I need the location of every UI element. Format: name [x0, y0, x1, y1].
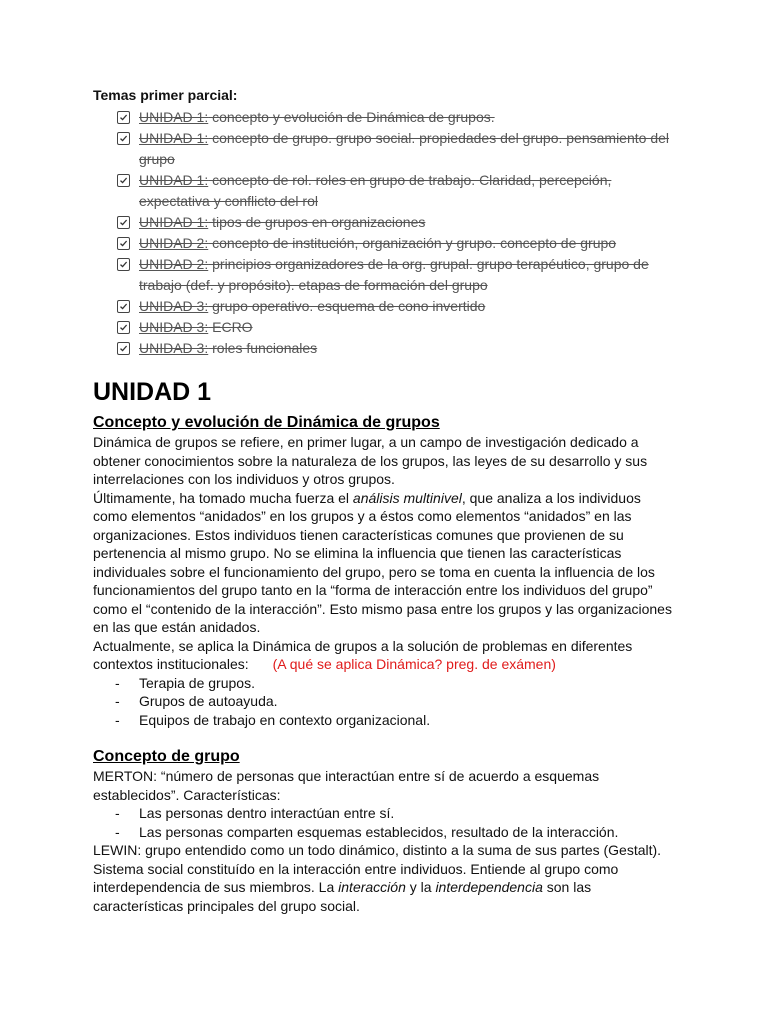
document-content	[93, 86, 678, 915]
checklist-item	[117, 296, 678, 317]
temas-title: Temas primer parcial:	[93, 87, 238, 103]
text-run: LEWIN: grupo entendido como un todo dinámico, distinto a la suma de sus partes (Gestalt). Sistema social constituído en la interacción entre individuos. Entiende al grupo como interdependencia de sus miembros. La	[93, 842, 662, 895]
checklist-item-topic: principios organizadores de la org. grupal. grupo terapéutico, grupo de trabajo (def. y propósito). etapas de formación del grupo	[139, 256, 649, 293]
checklist-item-topic: concepto de grupo. grupo social. propiedades del grupo. pensamiento del grupo	[139, 130, 669, 167]
emphasis-multinivel: análisis multinivel	[352, 489, 462, 506]
text-run: y la	[405, 879, 436, 895]
list-item: - Grupos de autoayuda.	[115, 692, 678, 711]
checklist-item-unit: UNIDAD 3:	[139, 319, 209, 335]
paragraph-dinamica-def: Dinámica de grupos se refiere, en primer lugar, a un campo de investigación dedicado a obtener conocimientos sobre la naturaleza de los grupos, las leyes de su desarrollo y sus interrelaciones con los individuos y otros grupos.	[93, 434, 648, 487]
checklist-item-topic: roles funcionales	[208, 340, 318, 356]
checklist-item-text	[139, 214, 425, 230]
list-item: - Las personas comparten esquemas establecidos, resultado de la interacción.	[115, 823, 678, 842]
checklist-item	[117, 107, 678, 128]
checklist-item-topic: grupo operativo. esquema de cono invertido	[208, 298, 486, 314]
text-run: Últimamente, ha tomado mucha fuerza el	[93, 489, 353, 506]
list-item: - Las personas dentro interactúan entre sí.	[115, 804, 678, 823]
section-title-grupo: Concepto de grupo	[93, 748, 240, 765]
checklist-item-text	[139, 256, 649, 293]
checkbox-checked-icon[interactable]	[117, 111, 130, 124]
checklist-item-unit: UNIDAD 3:	[139, 340, 209, 356]
checkbox-checked-icon[interactable]	[117, 342, 130, 355]
checklist-item-unit: UNIDAD 1:	[139, 214, 209, 230]
checklist-item-topic: ECRO	[208, 319, 253, 335]
checklist-item	[117, 233, 678, 254]
section-title-dinamica: Concepto y evolución de Dinámica de grupos	[93, 414, 440, 431]
paragraph-merton: MERTON: “número de personas que interactúan entre sí de acuerdo a esquemas establecidos”. Características:	[93, 768, 600, 803]
checkbox-checked-icon[interactable]	[117, 132, 130, 145]
unidad-1-heading: UNIDAD 1	[93, 378, 212, 406]
text-run: Actualmente, se aplica la Dinámica de grupos a la solución de problemas en diferentes contextos institucionales:	[93, 637, 633, 672]
paragraph-multinivel	[93, 489, 678, 637]
checkbox-checked-icon[interactable]	[117, 300, 130, 313]
checklist-item-text	[139, 319, 253, 335]
temas-checklist	[93, 107, 678, 359]
checklist-item-text	[139, 130, 669, 167]
checklist-item-text	[139, 340, 317, 356]
exam-note: (A qué se aplica Dinámica? preg. de exámen)	[272, 656, 556, 672]
text-run: son las características principales del grupo social.	[93, 879, 592, 914]
checklist-item-text	[139, 172, 611, 209]
checklist-item-unit: UNIDAD 2:	[139, 256, 209, 272]
paragraph-aplicacion	[93, 637, 678, 674]
checklist-item-unit: UNIDAD 1:	[139, 109, 209, 125]
checkbox-checked-icon[interactable]	[117, 174, 130, 187]
checklist-item-text	[139, 298, 485, 314]
aplicaciones-list	[93, 674, 678, 730]
emphasis-interaccion: interacción	[338, 879, 406, 895]
checkbox-checked-icon[interactable]	[117, 258, 130, 271]
checklist-item-topic: concepto de institución, organización y grupo. concepto de grupo	[208, 235, 617, 251]
paragraph-lewin	[93, 841, 678, 915]
checklist-item-topic: tipos de grupos en organizaciones	[208, 214, 426, 230]
checkbox-checked-icon[interactable]	[117, 216, 130, 229]
checklist-item	[117, 170, 678, 212]
checklist-item-unit: UNIDAD 3:	[139, 298, 209, 314]
checkbox-checked-icon[interactable]	[117, 237, 130, 250]
caracteristicas-list	[93, 804, 678, 841]
checklist-item-topic: concepto de rol. roles en grupo de trabajo. Claridad, percepción, expectativa y conflicto del rol	[139, 172, 612, 209]
text-run: , que analiza a los individuos como elementos “anidados” en los grupos y a éstos como elementos “anidados” en las organizaciones. Estos individuos tienen características comunes que provienen de su pertenencia al mismo grupo. No se elimina la influencia que tienen las características individuales sobre el funcionamiento del grupo, pero se toma en cuenta la influencia de los funcionamientos del grupo tanto en la “forma de interacción entre los individuos del grupo” como el “contenido de la interacción”. Esto mismo pasa entre los grupos y las organizaciones en las que están anidados.	[93, 489, 672, 635]
checklist-item	[117, 212, 678, 233]
checklist-item-unit: UNIDAD 1:	[139, 130, 209, 146]
checklist-item-text	[139, 235, 616, 251]
list-item: - Equipos de trabajo en contexto organizacional.	[115, 711, 678, 730]
checklist-item	[117, 338, 678, 359]
list-item: - Terapia de grupos.	[115, 674, 678, 693]
checkbox-checked-icon[interactable]	[117, 321, 130, 334]
checklist-item	[117, 254, 678, 296]
checklist-item-unit: UNIDAD 2:	[139, 235, 209, 251]
checklist-item	[117, 317, 678, 338]
checklist-item-unit: UNIDAD 1:	[139, 172, 209, 188]
emphasis-interdependencia: interdependencia	[435, 879, 543, 895]
checklist-item	[117, 128, 678, 170]
checklist-item-text	[139, 109, 495, 125]
checklist-item-topic: concepto y evolución de Dinámica de grupos.	[208, 109, 495, 125]
